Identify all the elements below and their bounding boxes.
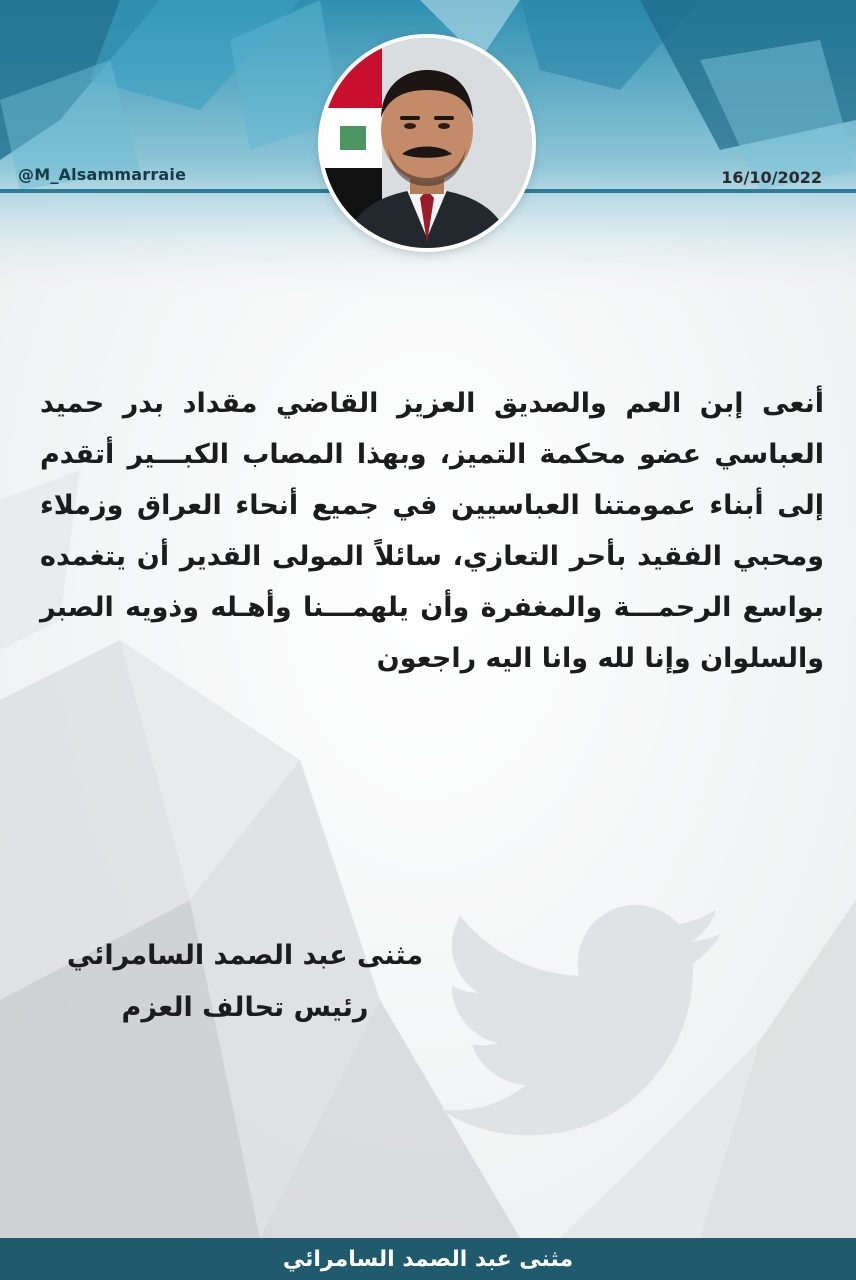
footer-bar bbox=[0, 1238, 856, 1280]
twitter-handle: @M_Alsammarraie bbox=[18, 165, 187, 184]
twitter-bird-icon bbox=[440, 905, 730, 1145]
signature-block bbox=[40, 930, 450, 1034]
portrait-photo bbox=[322, 38, 532, 248]
footer-name: مثنى عبد الصمد السامرائي bbox=[282, 1246, 574, 1272]
post-date: 16/10/2022 bbox=[721, 168, 822, 187]
avatar bbox=[322, 38, 532, 248]
signature-title: رئيس تحالف العزم bbox=[121, 992, 369, 1023]
signature-name: مثنى عبد الصمد السامرائي bbox=[66, 940, 424, 971]
condolence-message: أنعى إبن العم والصديق العزيز القاضي مقداد بدر حميد العباسي عضو محكمة التميز، وبهذا المصاب الكبـــير أتقدم إلى أبناء عمومتنا العباسيين في جميع أنحاء العراق وزملاء ومحبي الفقيد بأحر التعازي، سائلاً المولى القدير أن يتغمده بواسع الرحمـــة والمغفرة وأن يلهمـــنا وأهـله وذويه الصبر والسلوان وإنا لله وانا اليه راجعون bbox=[40, 388, 824, 674]
